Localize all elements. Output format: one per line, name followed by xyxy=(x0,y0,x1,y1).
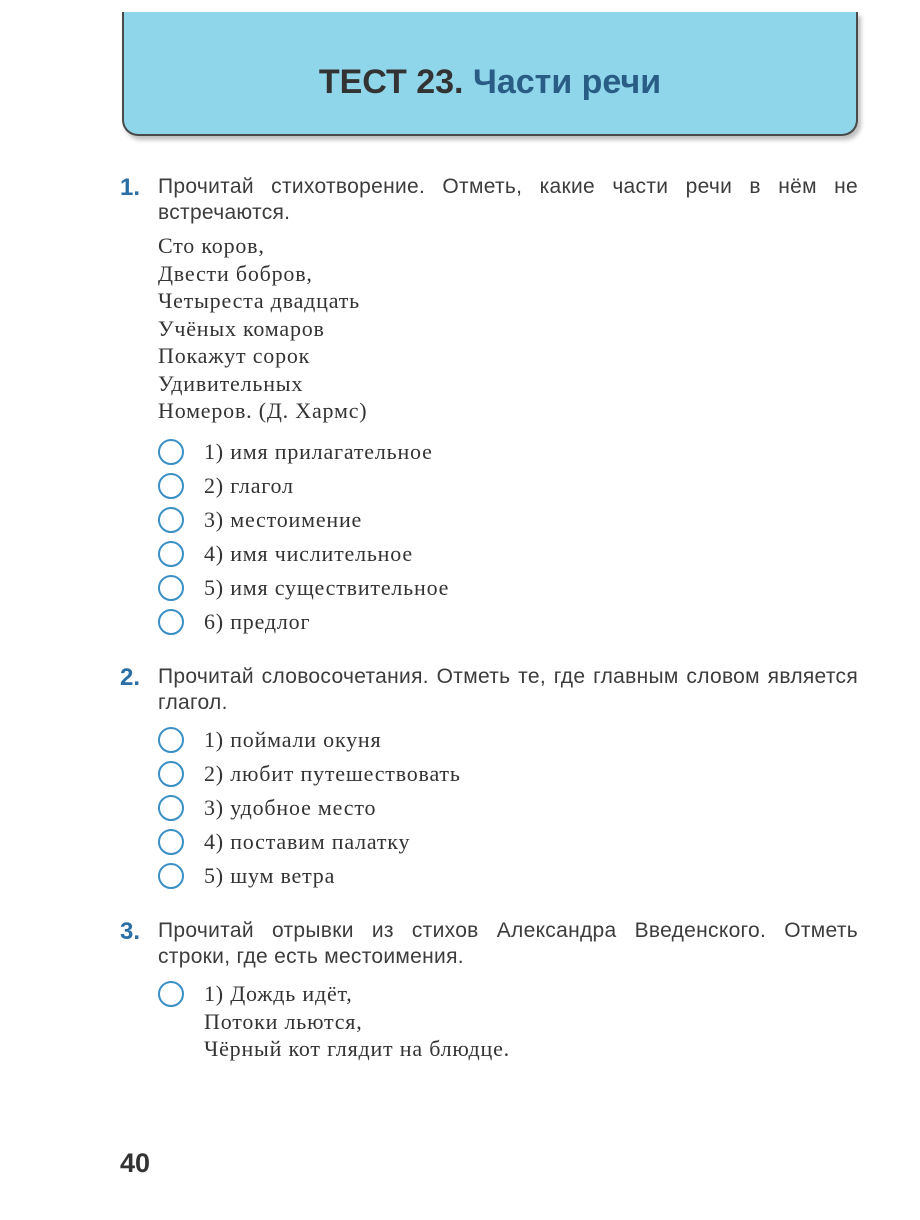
test-header-banner xyxy=(122,12,858,136)
answer-text: 5) имя существительное xyxy=(204,575,450,600)
answer-text: 1) имя прилагательное xyxy=(204,439,433,464)
answer-text: 4) поставим палатку xyxy=(204,829,411,854)
poem-line: Четыреста двадцать xyxy=(158,288,360,313)
answer-option-2[interactable] xyxy=(158,472,294,504)
answer-option-2[interactable] xyxy=(158,760,461,792)
answer-text: 2) любит путешествовать xyxy=(204,761,461,786)
poem-line: Номеров. (Д. Хармс) xyxy=(158,398,368,423)
test-label: ТЕСТ 23. xyxy=(318,63,464,101)
answer-line: Потоки льются, xyxy=(204,1008,363,1034)
answer-option-3[interactable] xyxy=(158,506,362,538)
poem-line: Двести бобров, xyxy=(158,260,313,286)
test-topic: Части речи xyxy=(472,63,662,101)
question-text: Прочитай отрывки из стихов Александра Введенского. Отметь строки, где есть местоимения. xyxy=(158,919,858,968)
answer-circle[interactable] xyxy=(158,541,184,567)
answer-text: 2) глагол xyxy=(204,473,294,498)
answer-circle[interactable] xyxy=(158,473,184,499)
answer-circle[interactable] xyxy=(158,609,184,635)
answer-circle[interactable] xyxy=(158,761,184,787)
answer-option-1[interactable] xyxy=(158,726,381,758)
answer-text: 6) предлог xyxy=(204,609,311,634)
answer-text xyxy=(204,980,510,1063)
answer-option-3[interactable] xyxy=(158,794,376,826)
answer-text: 1) поймали окуня xyxy=(204,727,382,752)
answer-option-1[interactable] xyxy=(158,438,433,470)
poem-line: Покажут сорок xyxy=(158,343,311,368)
poem-line: Учёных комаров xyxy=(158,315,325,341)
answer-line: 1) Дождь идёт, xyxy=(204,981,353,1006)
answer-option-5[interactable] xyxy=(158,574,449,606)
page-number: 40 xyxy=(120,1148,151,1178)
question-text: Прочитай стихотворение. Отметь, какие части речи в нём не встречаются. xyxy=(158,175,858,224)
question-number: 2. xyxy=(120,664,141,691)
poem-line: Удивительных xyxy=(158,370,304,396)
answer-line: Чёрный кот глядит на блюдце. xyxy=(204,1036,510,1061)
answer-text: 3) удобное место xyxy=(204,795,377,820)
answer-text: 3) местоимение xyxy=(204,507,363,532)
answer-option-1[interactable] xyxy=(158,980,510,1070)
question-number: 3. xyxy=(120,918,141,945)
question-number: 1. xyxy=(120,174,141,201)
answer-circle[interactable] xyxy=(158,507,184,533)
answer-text: 5) шум ветра xyxy=(204,863,336,888)
answer-text: 4) имя числительное xyxy=(204,541,413,566)
answer-circle[interactable] xyxy=(158,575,184,601)
answer-option-4[interactable] xyxy=(158,828,410,860)
poem xyxy=(158,232,367,425)
answer-circle[interactable] xyxy=(158,981,184,1007)
answer-circle[interactable] xyxy=(158,727,184,753)
answer-option-5[interactable] xyxy=(158,862,335,894)
test-title xyxy=(124,62,856,102)
poem-line: Сто коров, xyxy=(158,233,265,258)
answer-circle[interactable] xyxy=(158,795,184,821)
answer-option-4[interactable] xyxy=(158,540,413,572)
question-text: Прочитай словосочетания. Отметь те, где главным словом является глагол. xyxy=(158,665,858,714)
answer-circle[interactable] xyxy=(158,863,184,889)
answer-circle[interactable] xyxy=(158,439,184,465)
answer-option-6[interactable] xyxy=(158,608,310,640)
answer-circle[interactable] xyxy=(158,829,184,855)
